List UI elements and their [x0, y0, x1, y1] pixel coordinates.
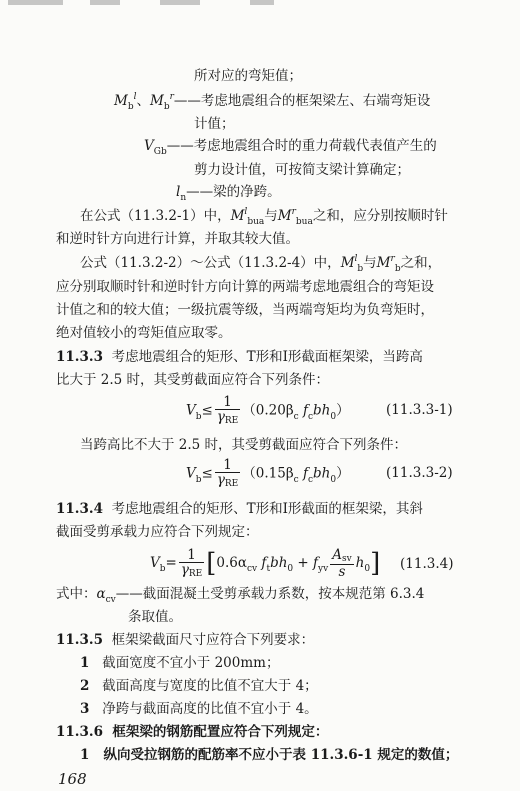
list-item: 2 截面高度与宽度的比值不宜大于 4；: [80, 678, 318, 694]
def-ln-line: $l_n——$梁的净跨。: [176, 184, 281, 203]
def-text-line-1: 所对应的弯矩值；: [194, 68, 302, 84]
def-text-line-3: 计值；: [194, 116, 235, 132]
equation-number-3: (11.3.4): [400, 556, 454, 572]
paragraph-1-line-1: 在公式（11.3.2-1）中，$M^l_{bua}$与$M^r_{bua}$之和，应分别按顺时针: [80, 207, 448, 227]
section-11-3-3-line-1: 11.3.3 考虑地震组合的矩形、T形和I形截面框架梁，当跨高: [56, 349, 423, 365]
def-text-line-5: 剪力设计值，可按简支梁计算确定；: [194, 162, 410, 178]
equation-number-1: (11.3.3-1): [386, 402, 453, 418]
symbol-ln: $l_n$: [176, 184, 187, 203]
paragraph-2-line-3: 计值之和的较大值；一级抗震等级，当两端弯矩均为负弯矩时，: [56, 302, 434, 318]
section-number: 11.3.3: [56, 349, 103, 365]
symbol-mb-right: $M_b^r$: [149, 92, 174, 112]
def-mb-line: $M_b^l$、$M_b^r——$考虑地震组合的框架梁左、右端弯矩设: [114, 92, 431, 112]
list-item: 1 纵向受拉钢筋的配筋率不应小于表 11.3.6-1 规定的数值；: [80, 747, 459, 763]
section-number: 11.3.5: [56, 632, 103, 648]
section-number: 11.3.4: [56, 501, 103, 517]
paragraph-1-line-2: 和逆时针方向进行计算，并取其较大值。: [56, 231, 299, 247]
section-11-3-4-line-1: 11.3.4 考虑地震组合的矩形、T形和I形截面的框架梁，其斜: [56, 501, 423, 517]
section-11-3-5-heading: 11.3.5 框架梁截面尺寸应符合下列要求：: [56, 632, 315, 648]
section-11-3-3-line-2: 比大于 2.5 时，其受剪截面应符合下列条件：: [56, 372, 330, 388]
where-clause-line-2: 条取值。: [128, 609, 182, 625]
paragraph-2-line-2: 应分别取顺时针和逆时针方向计算的两端考虑地震组合的弯矩设: [56, 279, 434, 295]
list-item: 1 截面宽度不宜小于 200mm；: [80, 655, 280, 671]
equation-11-3-3-1: $V_b\le$ $\frac{1}{\text{γRE}}$ （$0.20\beta_c$ $f_cbh_0$）: [186, 394, 350, 426]
equation-11-3-4: $V_b=$ $\frac{1}{\text{γRE}}$ [$0.6\alpha_{cv}$ $f_tbh_0 + f_{yv}$ $\frac{\text{Asv}}{s}$ $h_0$]: [150, 546, 381, 580]
scan-top-edge: [0, 0, 520, 12]
symbol-vgb: $V_{Gb}$: [144, 138, 167, 157]
symbol-mb-left: $M_b^l$: [114, 92, 137, 112]
where-clause-line-1: 式中：$\alpha_{cv}——$截面混凝土受剪承载力系数，按本规范第 6.3.4: [56, 586, 425, 605]
list-item: 3 净跨与截面高度的比值不宜小于 4。: [80, 701, 318, 717]
section-11-3-4-line-2: 截面受剪承载力应符合下列规定：: [56, 524, 259, 540]
def-vgb-line: $V_{Gb}——$考虑地震组合时的重力荷载代表值产生的: [144, 138, 437, 157]
section-11-3-6-heading: 11.3.6 框架梁的钢筋配置应符合下列规定：: [56, 724, 329, 740]
equation-number-2: (11.3.3-2): [386, 465, 453, 481]
paragraph-2-line-1: 公式（11.3.2-2）～公式（11.3.2-4）中，$M^l_b$与$M^r_b$之和，: [80, 254, 442, 274]
paragraph-2-line-4: 绝对值较小的弯矩值应取零。: [56, 325, 232, 341]
equation-11-3-3-2: $V_b\le$ $\frac{1}{\text{γRE}}$ （$0.15\beta_c$ $f_cbh_0$）: [186, 457, 350, 489]
section-11-3-3-line-3: 当跨高比不大于 2.5 时，其受剪截面应符合下列条件：: [80, 437, 408, 453]
page-number: 168: [58, 770, 87, 788]
section-number: 11.3.6: [56, 724, 103, 740]
